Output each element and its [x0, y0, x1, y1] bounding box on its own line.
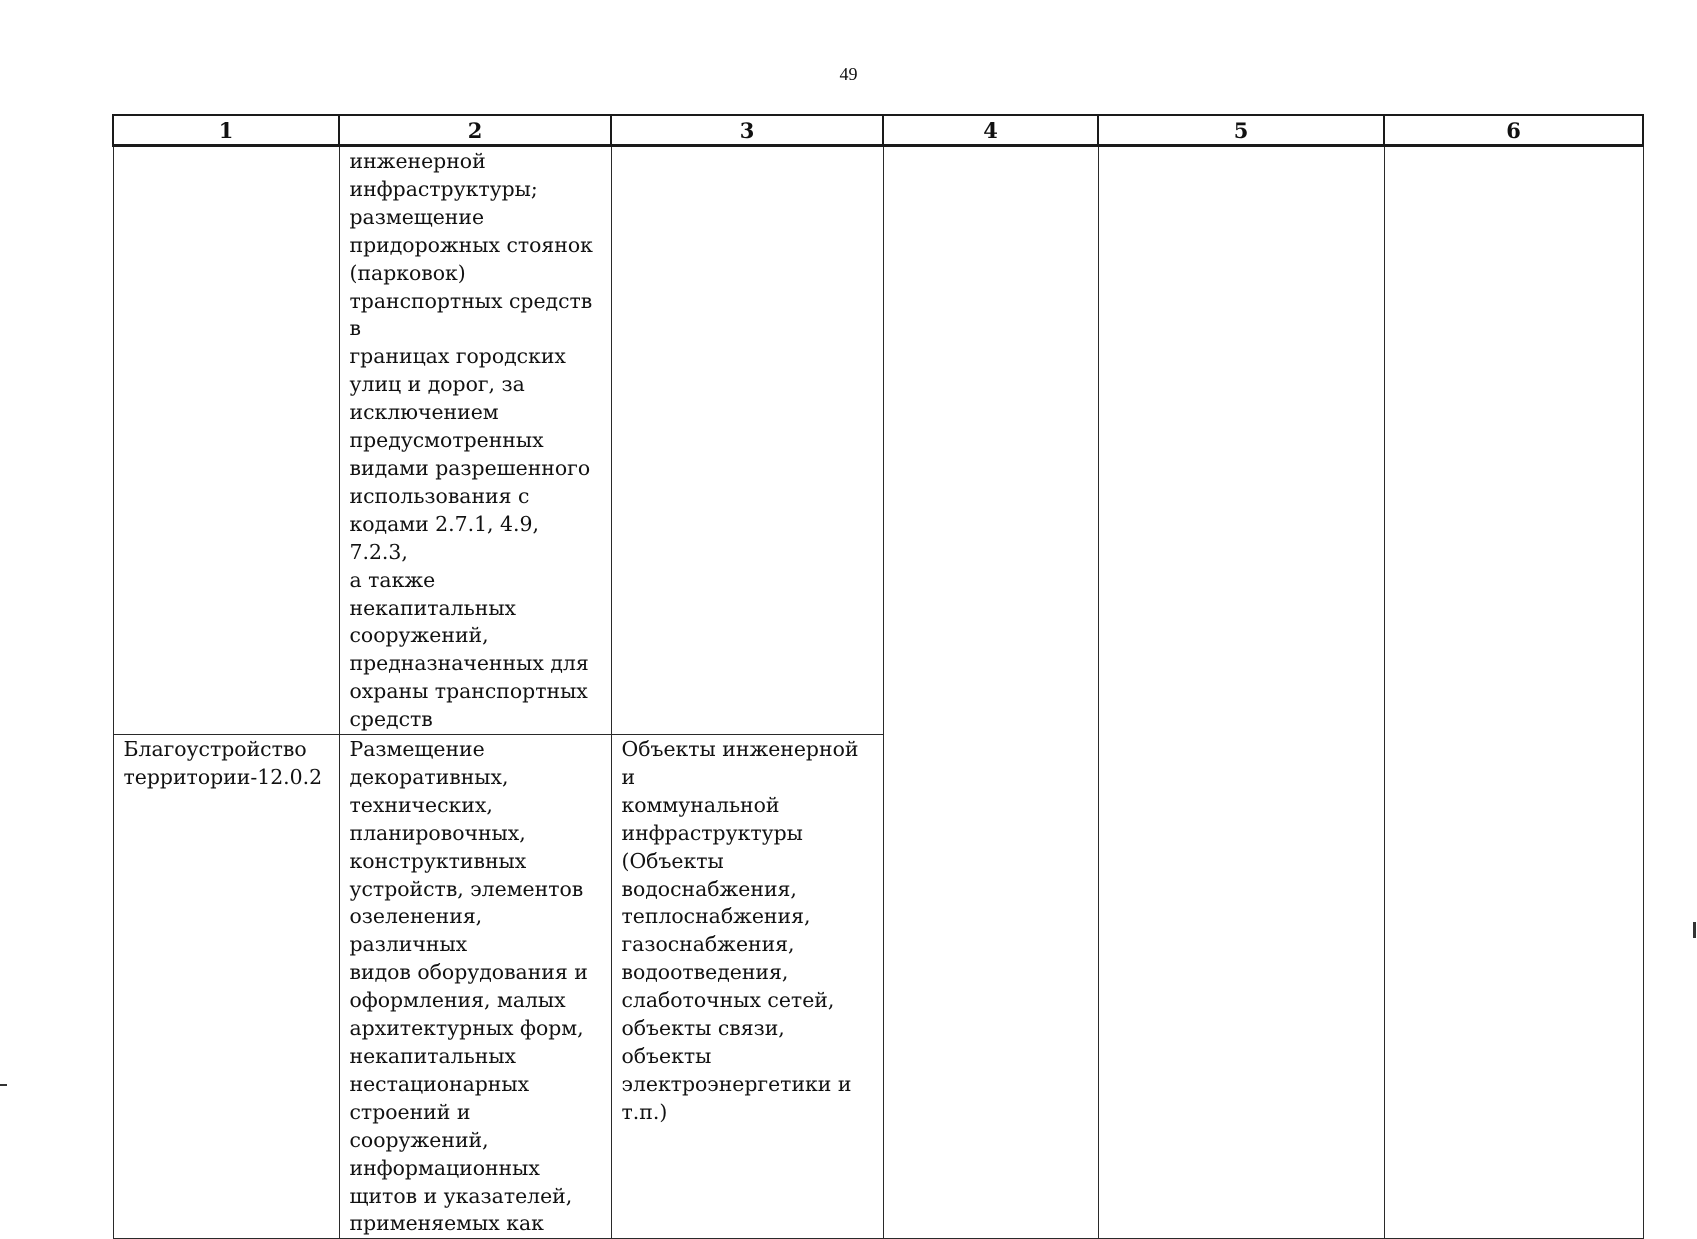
column-header-5: 5	[1098, 115, 1384, 146]
scan-margin-mark	[0, 1084, 7, 1086]
table-cell	[611, 146, 883, 735]
column-header-6: 6	[1384, 115, 1643, 146]
column-header-4: 4	[883, 115, 1098, 146]
table-cell	[1384, 146, 1643, 1239]
table-cell	[1098, 146, 1384, 1239]
column-header-1: 1	[113, 115, 339, 146]
table-cell: Размещение декоративных, технических, планировочных, конструктивных устройств, элементов озеленения, различных видов оборудования и оформления, малых архитектурных форм, некапитальных нестационарных строений и сооружений, информационных щитов и указателей, применяемых как	[339, 735, 611, 1239]
page-number: 49	[839, 64, 858, 84]
table-cell: инженерной инфраструктуры; размещение придорожных стоянок (парковок) транспортных средств в границах городских улиц и дорог, за исключением предусмотренных видами разрешенного использования с кодами 2.7.1, 4.9, 7.2.3, а также некапитальных сооружений, предназначенных для охраны транспортных средств	[339, 146, 611, 735]
table-row	[113, 146, 1643, 735]
table-cell	[883, 146, 1098, 1239]
column-header-3: 3	[611, 115, 883, 146]
zoning-table	[112, 114, 1644, 1239]
scan-margin-mark	[1693, 922, 1696, 938]
table-cell: Благоустройство территории-12.0.2	[113, 735, 339, 1239]
table-cell: Объекты инженерной и коммунальной инфраструктуры (Объекты водоснабжения, теплоснабжения, газоснабжения, водоотведения, слаботочных сетей, объекты связи, объекты электроэнергетики и т.п.)	[611, 735, 883, 1239]
column-header-2: 2	[339, 115, 611, 146]
header-row	[113, 115, 1643, 146]
table-cell	[113, 146, 339, 735]
